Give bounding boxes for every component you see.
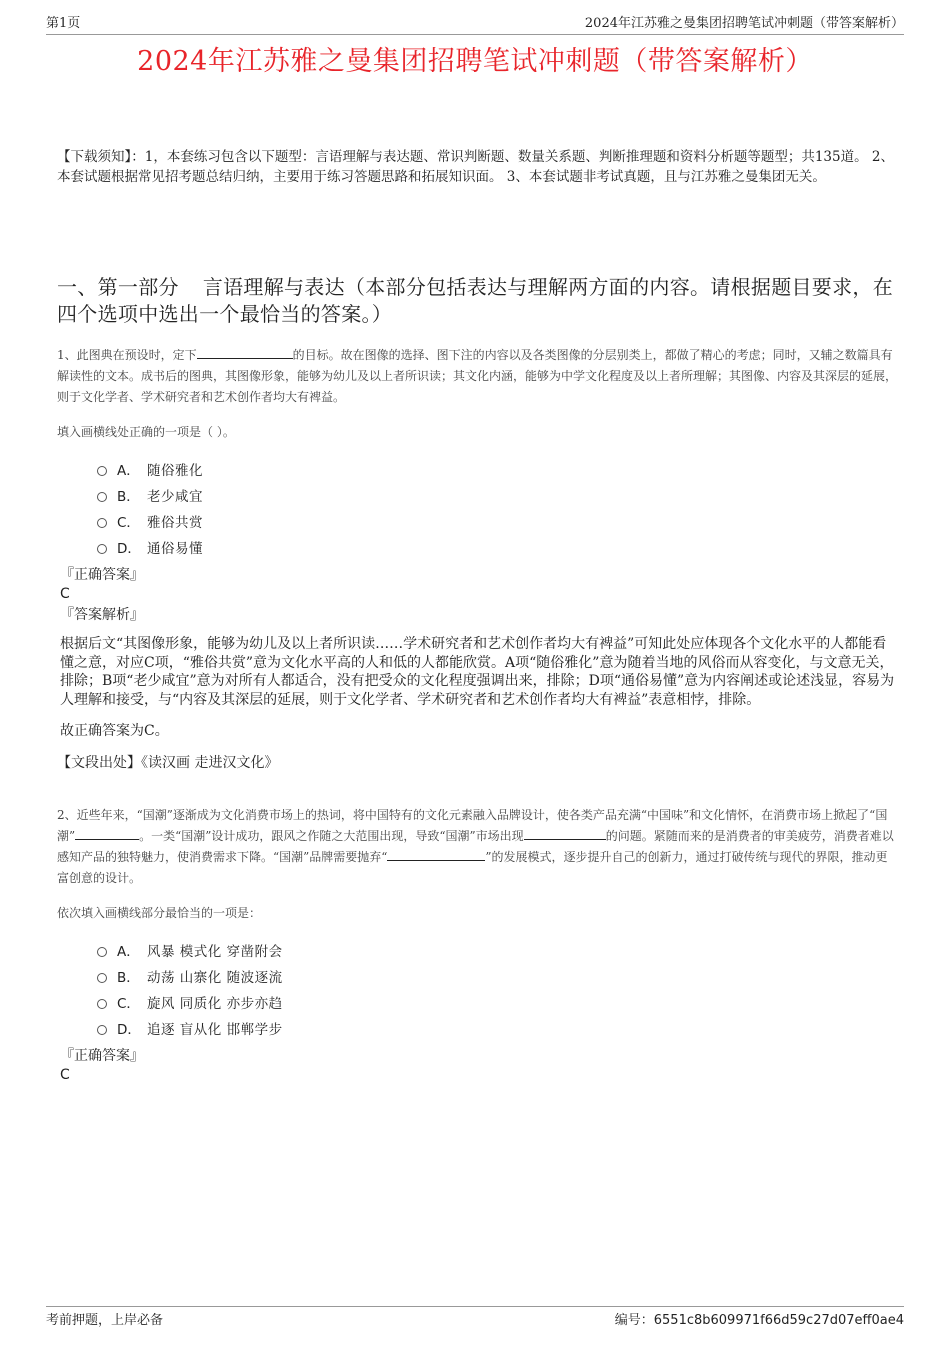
question-2 bbox=[57, 805, 898, 1084]
download-notice: 【下载须知】：1，本套练习包含以下题型：言语理解与表达题、常识判断题、数量关系题、判断推理题和资料分析题等题型；共135道。 2、本套试题根据常见招考题总结归纳，主要用于练习答题思路和拓展知识面。 3、本套试题非考试真题，且与江苏雅之曼集团无关。 bbox=[57, 149, 894, 185]
option-c[interactable] bbox=[97, 989, 898, 1015]
radio-icon[interactable] bbox=[97, 947, 107, 957]
question-2-text-part4: ”的发展模式，逐步提升自己的创新力，通过打破传统与现代的界限，推动更富创意的设计。 bbox=[57, 850, 888, 885]
option-letter: D． bbox=[117, 1022, 141, 1038]
radio-icon[interactable] bbox=[97, 518, 107, 528]
option-text: 雅俗共赏 bbox=[147, 515, 203, 531]
footer-slogan: 考前押题，上岸必备 bbox=[46, 1313, 164, 1328]
question-2-text-part3: 的问题。紧随而来的是消费者的审美疲劳，消费者难以感知产品的独特魅力，使消费需求下降。“国潮”品牌需要抛弃“ bbox=[57, 829, 894, 864]
option-b[interactable] bbox=[97, 482, 898, 508]
option-c[interactable] bbox=[97, 508, 898, 534]
fill-blank bbox=[75, 826, 139, 840]
section-heading bbox=[57, 274, 898, 328]
option-text: 风暴 模式化 穿凿附会 bbox=[147, 944, 283, 960]
option-d[interactable] bbox=[97, 1015, 898, 1041]
document-id-code: 6551c8b609971f66d59c27d07eff0ae4 bbox=[653, 1313, 904, 1328]
page-header bbox=[46, 14, 904, 35]
answer-label: 『正确答案』 bbox=[60, 1048, 144, 1064]
option-text: 动荡 山寨化 随波逐流 bbox=[147, 970, 283, 986]
passage-source: 【文段出处】《读汉画 走进汉文化》 bbox=[57, 755, 279, 771]
option-letter: B． bbox=[117, 970, 140, 986]
analysis-label: 『答案解析』 bbox=[60, 607, 144, 623]
page-footer bbox=[46, 1306, 904, 1331]
option-text: 随俗雅化 bbox=[147, 463, 203, 479]
question-2-prompt: 依次填入画横线部分最恰当的一项是： bbox=[57, 906, 262, 920]
radio-icon[interactable] bbox=[97, 544, 107, 554]
fill-blank bbox=[524, 826, 606, 840]
radio-icon[interactable] bbox=[97, 1025, 107, 1035]
header-doc-title: 2024年江苏雅之曼集团招聘笔试冲刺题（带答案解析） bbox=[584, 16, 904, 31]
fill-blank bbox=[197, 345, 293, 359]
fill-blank bbox=[387, 847, 485, 861]
document-id-label: 编号： bbox=[614, 1313, 654, 1328]
radio-icon[interactable] bbox=[97, 999, 107, 1009]
option-a[interactable] bbox=[97, 456, 898, 482]
option-letter: A． bbox=[117, 463, 140, 479]
option-b[interactable] bbox=[97, 963, 898, 989]
section-part: 一、第一部分 bbox=[57, 275, 179, 299]
radio-icon[interactable] bbox=[97, 973, 107, 983]
option-letter: C． bbox=[117, 996, 140, 1012]
option-a[interactable] bbox=[97, 937, 898, 963]
question-1-prompt: 填入画横线处正确的一项是（ ）。 bbox=[57, 425, 235, 439]
option-text: 老少咸宜 bbox=[147, 489, 203, 505]
option-letter: D． bbox=[117, 541, 141, 557]
option-letter: A． bbox=[117, 944, 140, 960]
answer-value: C bbox=[60, 1067, 70, 1083]
option-text: 旋风 同质化 亦步亦趋 bbox=[147, 996, 283, 1012]
option-letter: B． bbox=[117, 489, 140, 505]
option-text: 通俗易懂 bbox=[147, 541, 203, 557]
radio-icon[interactable] bbox=[97, 466, 107, 476]
question-1-text bbox=[57, 345, 898, 408]
radio-icon[interactable] bbox=[97, 492, 107, 502]
answer-label: 『正确答案』 bbox=[60, 567, 144, 583]
answer-conclusion: 故正确答案为C。 bbox=[60, 723, 169, 739]
analysis-text: 根据后文“其图像形象，能够为幼儿及以上者所识读……学术研究者和艺术创作者均大有裨益”可知此处应体现各个文化水平的人都能看懂之意，对应C项，“雅俗共赏”意为文化水平高的人和低的人都能欣赏。A项“随俗雅化”意为随着当地的风俗而从容变化，与文意无关，排除；B项“老少咸宜”意为对所有人都适合，没有把受众的文化程度强调出来，排除；D项“通俗易懂”意为内容阐述或论述浅显，容易为人理解和接受，与“内容及其深层的延展，则于文化学者、学术研究者和艺术创作者均大有裨益”表意相悖，排除。 bbox=[60, 636, 895, 708]
section-description: 言语理解与表达（本部分包括表达与理解两方面的内容。请根据题目要求，在四个选项中选出一个最恰当的答案。） bbox=[57, 275, 894, 326]
question-1-text-start: 1、此图典在预设时，定下 bbox=[57, 348, 197, 362]
question-2-text bbox=[57, 805, 898, 889]
question-2-text-part2: 。一类“国潮”设计成功，跟风之作随之大范围出现，导致“国潮”市场出现 bbox=[139, 829, 524, 843]
question-2-options bbox=[97, 937, 898, 1041]
page-title: 2024年江苏雅之曼集团招聘笔试冲刺题（带答案解析） bbox=[137, 46, 813, 77]
option-letter: C． bbox=[117, 515, 140, 531]
option-text: 追逐 盲从化 邯郸学步 bbox=[147, 1022, 283, 1038]
question-1 bbox=[57, 345, 898, 773]
document-id bbox=[615, 1309, 904, 1333]
page-number: 第1页 bbox=[46, 16, 81, 31]
question-1-text-end: 的目标。故在图像的选择、图下注的内容以及各类图像的分层别类上，都做了精心的考虑；同时，又辅之数篇具有解读性的文本。成书后的图典，其图像形象，能够为幼儿及以上者所识读；其文化内涵，能够为中学文化程度及以上者所理解；其图像、内容及其深层的延展，则于文化学者、学术研究者和艺术创作者均大有裨益。 bbox=[57, 348, 898, 404]
question-1-options bbox=[97, 456, 898, 560]
answer-value: C bbox=[60, 586, 70, 602]
question-2-text-part1: 2、近些年来，“国潮”逐渐成为文化消费市场上的热词，将中国特有的文化元素融入品牌设计，使各类产品充满“中国味”和文化情怀，在消费市场上掀起了“国潮” bbox=[57, 808, 888, 843]
option-d[interactable] bbox=[97, 534, 898, 560]
